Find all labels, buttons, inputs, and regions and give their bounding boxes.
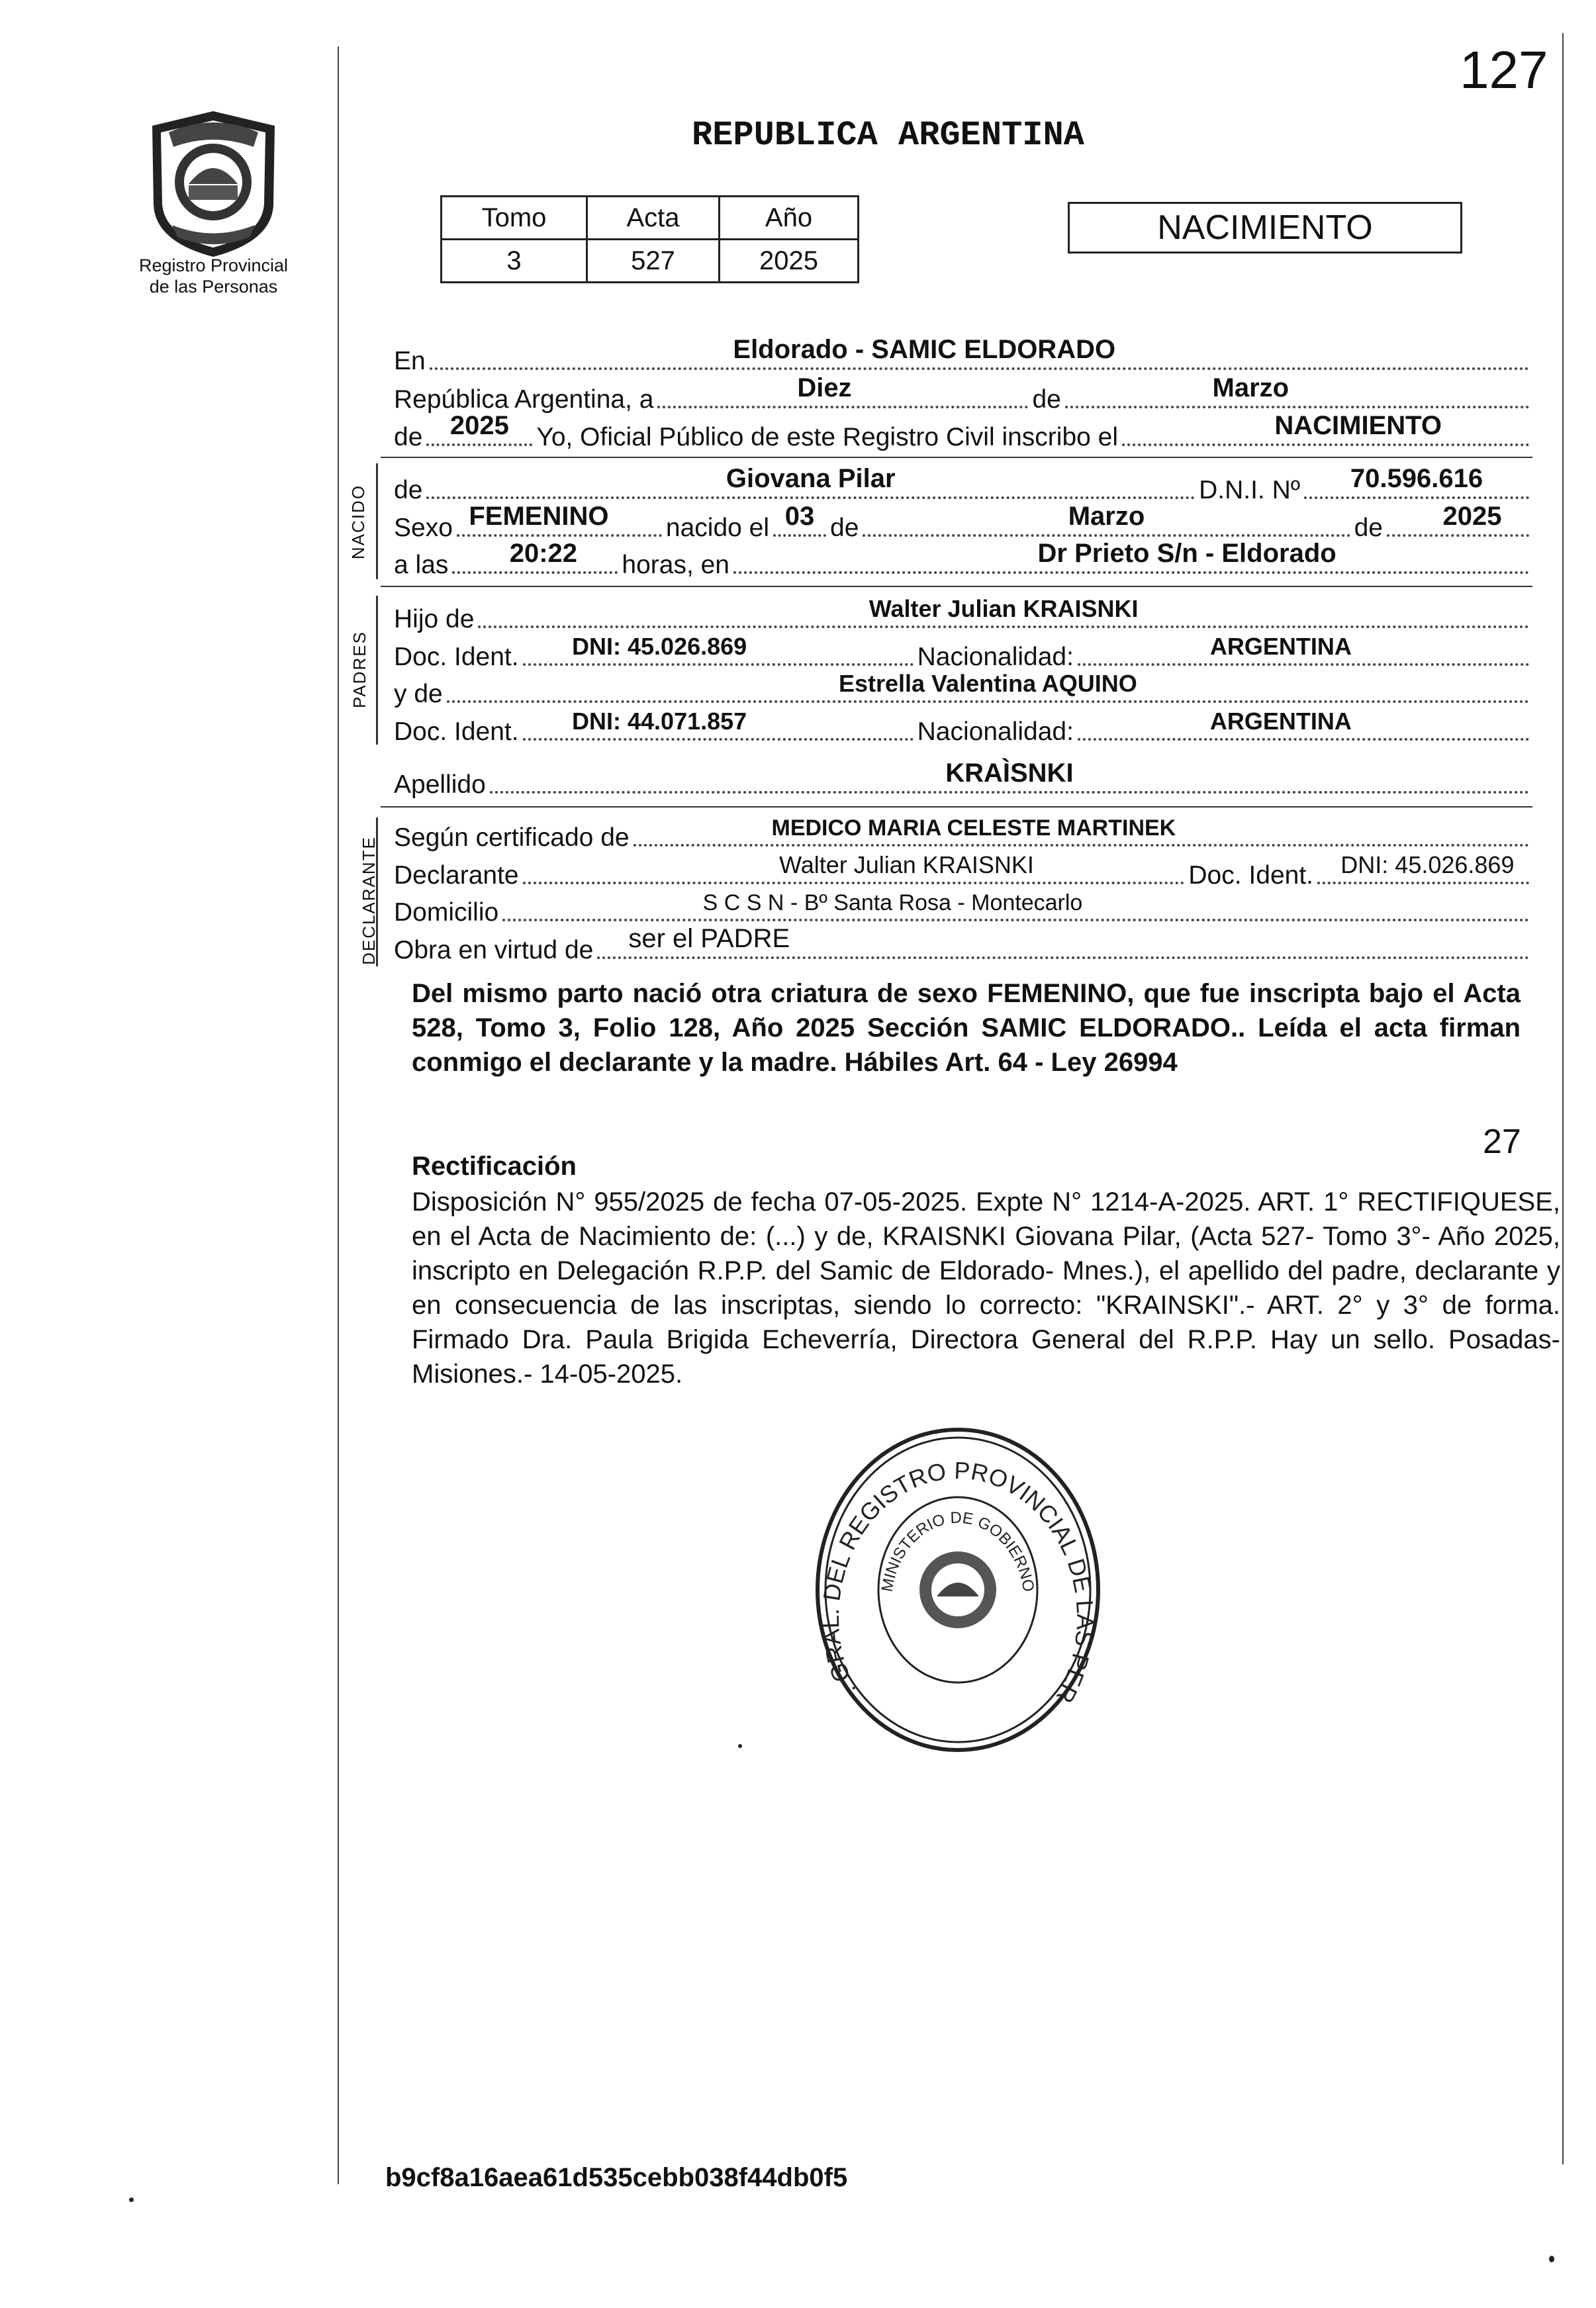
mother-name-value: Estrella Valentina AQUINO (838, 670, 1137, 697)
act-table (440, 195, 859, 283)
obra-label: Obra en virtud de (394, 936, 594, 964)
child-dni-value: 70.596.616 (1350, 464, 1483, 493)
nacido-label: nacido el (665, 514, 770, 542)
nac1-label: Nacionalidad: (917, 643, 1074, 671)
birth-note: Del mismo parto nació otra criatura de sexo FEMENINO, que fue inscripta bajo el Acta 528, Tomo 3, Folio 128, Año 2025 Sección SAMIC ELDORADO.. Leída el acta firman conmigo el declarante y la madre. Hábiles Art. 64 - Ley 26994 (412, 979, 1521, 1077)
act-table-header: Acta (587, 197, 720, 240)
speck (738, 1744, 742, 1748)
birth-year-value: 2025 (1442, 502, 1502, 531)
logo-caption-line2: de las Personas (149, 277, 278, 297)
act-table-cell: 527 (587, 240, 720, 283)
page-number: 127 (1460, 40, 1548, 99)
declarant-doc-value: DNI: 45.026.869 (1340, 851, 1515, 878)
official-seal (811, 1423, 1105, 1757)
logo-caption (113, 255, 314, 297)
mother-nationality-value: ARGENTINA (1209, 708, 1352, 735)
form-row-republica (394, 373, 1533, 414)
form-row-hora (394, 541, 1533, 580)
month-value: Marzo (1212, 373, 1290, 402)
hijo-label: Hijo de (394, 605, 475, 633)
speck (1549, 2256, 1554, 2262)
father-doc-value: DNI: 45.026.869 (572, 633, 747, 660)
act-table-cell: 2025 (720, 240, 859, 283)
left-margin-line (338, 46, 339, 2184)
hora-label: a las (394, 551, 449, 579)
dni-label: D.N.I. Nº (1199, 476, 1300, 504)
svg-text:DIRECC. GRAL. DEL REGISTRO PRO: . GRAL. DEL REGISTRO PROVINCIAL DE LAS PER (816, 1456, 1100, 1708)
sexo-label: Sexo (394, 514, 453, 542)
hora-value: 20:22 (509, 539, 578, 568)
decl-label: Declarante (394, 861, 519, 890)
form-row-doc2 (394, 708, 1533, 747)
page-number-small: 27 (1483, 1123, 1521, 1161)
domicile-value: S C S N - Bº Santa Rosa - Montecarlo (702, 890, 1083, 915)
nac2-label: Nacionalidad: (917, 717, 1074, 746)
de-label: de (1032, 385, 1061, 414)
decl-doc-label: Doc. Ident. (1188, 861, 1313, 890)
apellido-label: Apellido (394, 770, 486, 799)
side-label-nacido: NACIDO (348, 484, 369, 560)
en-label: En (394, 347, 426, 375)
form-row-en (394, 335, 1533, 376)
page-title: REPUBLICA ARGENTINA (692, 116, 1084, 155)
form-row-domicilio (394, 889, 1533, 927)
sexo-value: FEMENINO (469, 502, 609, 531)
name-label: de (394, 476, 423, 504)
birth-place-value: Dr Prieto S/n - Eldorado (1037, 539, 1337, 568)
cert-label: Según certificado de (394, 823, 630, 852)
rectificacion-text: Disposición N° 955/2025 de fecha 07-05-2025. Expte N° 1214-A-2025. ART. 1° RECTIFIQUESE, en el Acta de Nacimiento de: (...) y de, KRAISNKI Giovana Pilar, (Acta 527- Tomo 3°- Año 2025, inscripto en Delegación R.P.P. del Samic de Eldorado- Mnes.), el apellido del padre, declarante y en consecuencia de las inscriptas, siendo lo correcto: "KRAINSKI".- ART. 2° y 3° de forma. Firmado Dra. Paula Brigida Echeverría, Directora General del R.P.P. Hay un sello. Posadas- Misiones.- 14-05-2025. (412, 1187, 1560, 1389)
oficial-text: Yo, Oficial Público de este Registro Civil inscribo el (536, 423, 1119, 451)
child-name-value: Giovana Pilar (726, 464, 896, 493)
day-value: Diez (797, 373, 852, 402)
form-row-sexo (394, 504, 1533, 543)
form-row-certificado (394, 814, 1533, 853)
form-row-obra (394, 924, 1533, 965)
svg-text:MINISTERIO DE GOBIERNO: MINISTERIO DE GOBIERNO (878, 1508, 1038, 1593)
act-table-header: Año (720, 197, 859, 240)
yde-label: y de (394, 680, 443, 708)
act-type-value: NACIMIENTO (1274, 411, 1442, 440)
birth-de-label: de (830, 514, 859, 542)
side-label-padres: PADRES (350, 631, 369, 708)
province-logo (142, 106, 285, 261)
side-label-declarante: DECLARANTE (358, 836, 379, 965)
form-row-doc1 (394, 633, 1533, 672)
form-row-apellido (394, 761, 1533, 800)
year-label: de (394, 423, 423, 451)
year-value: 2025 (449, 411, 509, 440)
mother-doc-value: DNI: 44.071.857 (572, 708, 747, 735)
rectificacion-title: Rectificación (412, 1152, 577, 1181)
form-row-declarante (394, 852, 1533, 890)
form-row-yde (394, 670, 1533, 709)
right-margin-line (1562, 33, 1564, 2164)
form-row-year (394, 411, 1533, 452)
obra-value: ser el PADRE (628, 924, 790, 953)
horas-en-label: horas, en (622, 551, 729, 579)
apellido-value: KRAÌSNKI (945, 759, 1074, 788)
doc2-label: Doc. Ident. (394, 717, 519, 746)
document-type-box: NACIMIENTO (1068, 202, 1462, 254)
form-row-name (394, 464, 1533, 505)
birth-month-value: Marzo (1068, 502, 1145, 531)
republica-label: República Argentina, a (394, 385, 654, 414)
dom-label: Domicilio (394, 898, 499, 927)
en-value: Eldorado - SAMIC ELDORADO (733, 335, 1116, 364)
logo-caption-line1: Registro Provincial (138, 255, 289, 275)
birth-de2-label: de (1354, 514, 1383, 542)
certificate-value: MEDICO MARIA CELESTE MARTINEK (771, 815, 1176, 841)
document-hash: b9cf8a16aea61d535cebb038f44db0f5 (385, 2163, 848, 2192)
father-nationality-value: ARGENTINA (1209, 633, 1352, 660)
form-row-hijo (394, 596, 1533, 634)
act-table-cell: 3 (442, 240, 587, 283)
act-table-header: Tomo (442, 197, 587, 240)
doc1-label: Doc. Ident. (394, 643, 519, 671)
declarant-name-value: Walter Julian KRAISNKI (779, 851, 1034, 878)
father-name-value: Walter Julian KRAISNKI (868, 595, 1139, 622)
speck (129, 2197, 134, 2202)
birth-day-value: 03 (784, 502, 815, 531)
